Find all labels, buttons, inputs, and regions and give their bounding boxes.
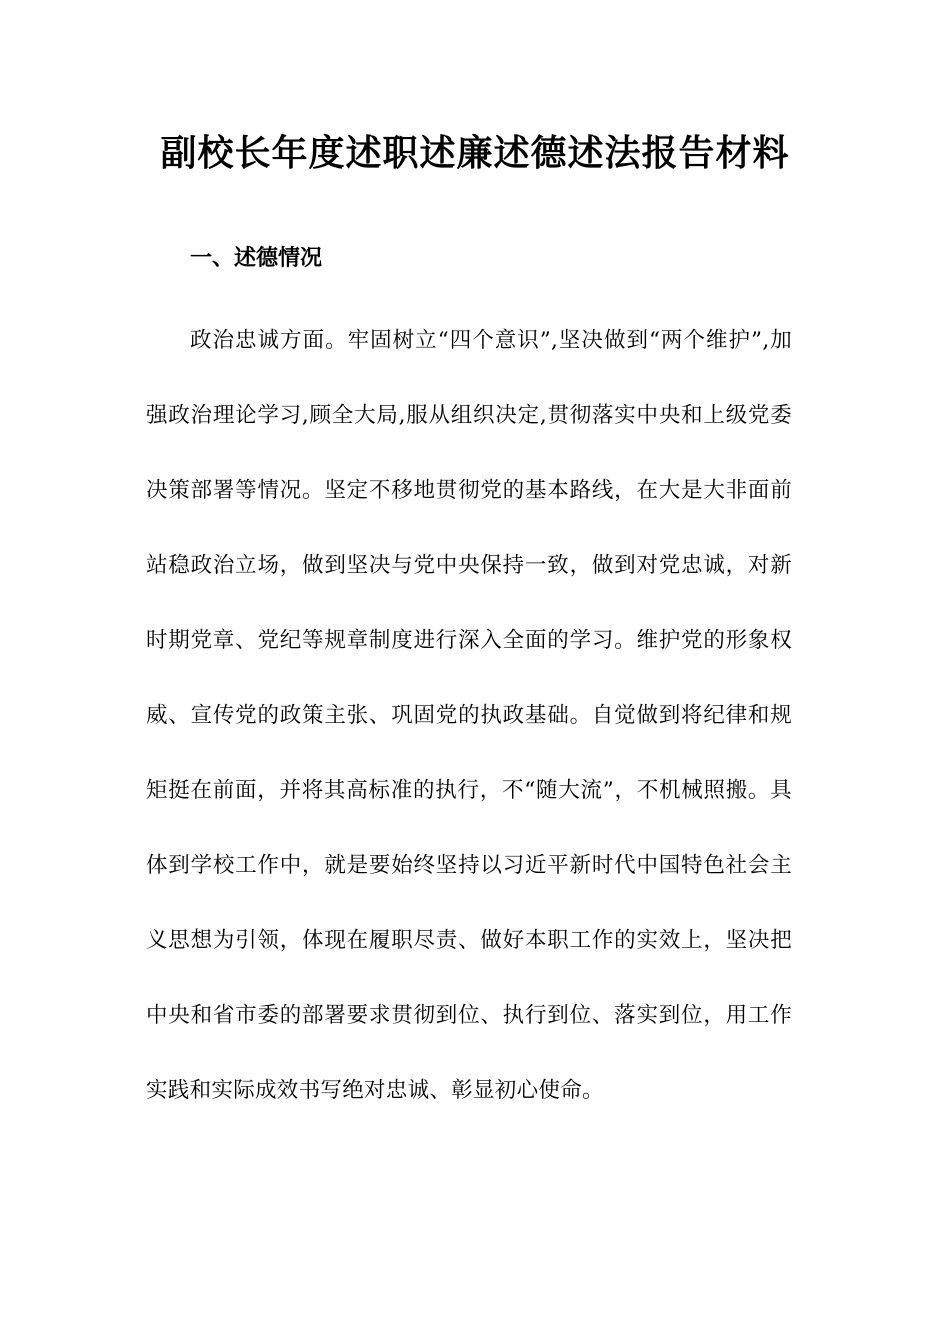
document-title: 副校长年度述职述廉述德述法报告材料 (160, 132, 790, 174)
section-heading: 一、述德情况 (190, 245, 323, 271)
body-paragraph: 政治忠诚方面。牢固树立“四个意识”,坚决做到“两个维护”,加强政治理论学习,顾全大局,服从组织决定,贯彻落实中央和上级党委决策部署等情况。坚定不移地贯彻党的基本路线，在大是大非面前站稳政治立场，做到坚决与党中央保持一致，做到对党忠诚，对新时期党章、党纪等规章制度进行深入全面的学习。维护党的形象权威、宣传党的政策主张、巩固党的执政基础。自觉做到将纪律和规矩挺在前面，并将其高标准的执行，不“随大流”，不机械照搬。具体到学校工作中，就是要始终坚持以习近平新时代中国特色社会主义思想为引领，体现在履职尽责、做好本职工作的实效上，坚决把中央和省市委的部署要求贯彻到位、执行到位、落实到位，用工作实践和实际成效书写绝对忠诚、彰显初心使命。 (146, 328, 792, 1103)
